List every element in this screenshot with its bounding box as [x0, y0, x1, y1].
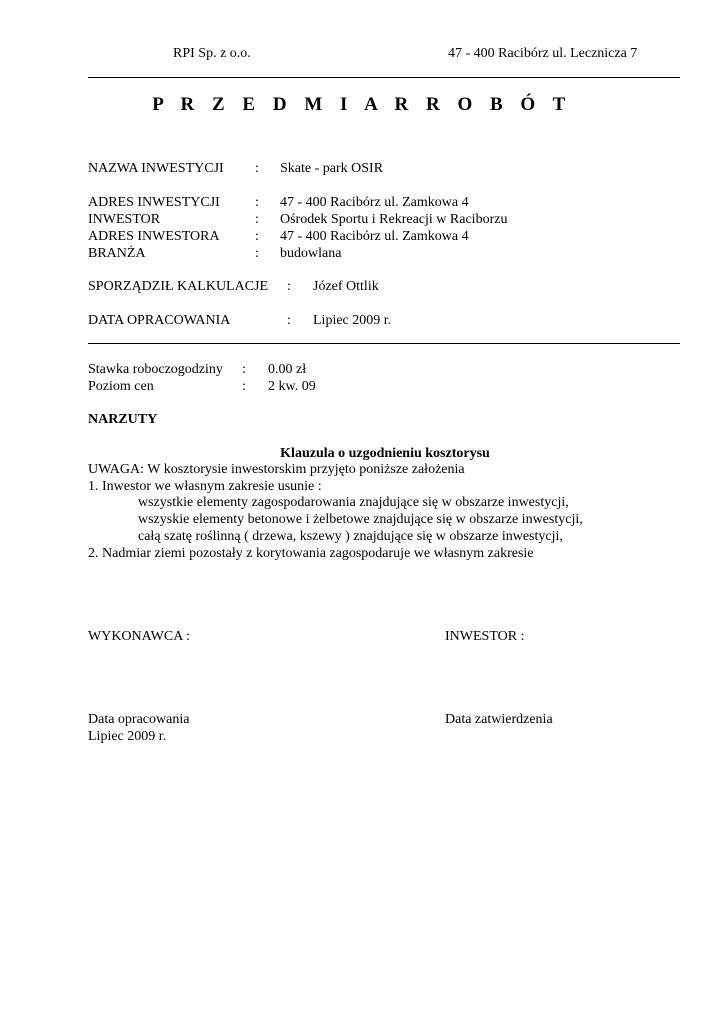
field-value-investment-address: 47 - 400 Racibórz ul. Zamkowa 4	[280, 195, 469, 210]
page-title: P R Z E D M I A R R O B Ó T	[152, 94, 572, 115]
field-label-preparation-date: DATA OPRACOWANIA	[88, 313, 231, 328]
field-label-investor-address: ADRES INWESTORA	[88, 229, 220, 244]
clause-heading: Klauzula o uzgodnieniu kosztorysu	[280, 446, 490, 461]
contractor-signature-label: WYKONAWCA :	[88, 629, 190, 644]
field-separator: :	[255, 229, 259, 244]
clause-line: 2. Nadmiar ziemi pozostały z korytowania zagospodaruje we własnym zakresie	[88, 546, 534, 561]
rate-separator: :	[242, 379, 246, 394]
header-company: RPI Sp. z o.o.	[173, 46, 251, 61]
clause-line: całą szatę roślinną ( drzewa, kszewy ) znajdujące się w obszarze inwestycji,	[138, 529, 563, 544]
field-value-investment-name: Skate - park OSIR	[280, 161, 384, 176]
field-value-branch: budowlana	[280, 246, 342, 261]
investor-signature-label: INWESTOR :	[445, 629, 525, 644]
field-value-investor-address: 47 - 400 Racibórz ul. Zamkowa 4	[280, 229, 469, 244]
field-label-branch: BRANŻA	[88, 246, 146, 261]
field-separator: :	[255, 212, 259, 227]
rate-separator: :	[242, 362, 246, 377]
field-value-preparation-date: Lipiec 2009 r.	[313, 313, 392, 328]
field-label-investor: INWESTOR	[88, 212, 161, 227]
narzuty-heading: NARZUTY	[88, 412, 158, 427]
field-value-prepared-by: Józef Ottlik	[313, 279, 379, 294]
header-divider	[88, 77, 680, 78]
rate-value-price-level: 2 kw. 09	[268, 379, 316, 394]
field-separator: :	[255, 246, 259, 261]
clause-line: wszystkie elementy zagospodarowania znajdujące się w obszarze inwestycji,	[138, 495, 569, 510]
field-label-investment-name: NAZWA INWESTYCJI	[88, 161, 224, 176]
rate-value-hourly: 0.00 zł	[268, 362, 307, 377]
header-address: 47 - 400 Racibórz ul. Lecznicza 7	[448, 46, 638, 61]
approved-date-label: Data zatwierdzenia	[445, 712, 553, 727]
field-separator: :	[287, 313, 291, 328]
field-separator: :	[255, 161, 259, 176]
clause-line: 1. Inwestor we własnym zakresie usunie :	[88, 479, 322, 494]
clause-line: wszyskie elementy betonowe i żelbetowe znajdujące się w obszarze inwestycji,	[138, 512, 583, 527]
rate-label-hourly: Stawka roboczogodziny	[88, 362, 223, 377]
field-separator: :	[287, 279, 291, 294]
section-divider	[88, 343, 680, 344]
clause-line: UWAGA: W kosztorysie inwestorskim przyjęto poniższe założenia	[88, 462, 465, 477]
field-label-investment-address: ADRES INWESTYCJI	[88, 195, 220, 210]
prepared-date-label: Data opracowania	[88, 712, 190, 727]
rate-label-price-level: Poziom cen	[88, 379, 154, 394]
field-separator: :	[255, 195, 259, 210]
field-label-prepared-by: SPORZĄDZIŁ KALKULACJE	[88, 279, 269, 294]
prepared-date-value: Lipiec 2009 r.	[88, 729, 167, 744]
field-value-investor: Ośrodek Sportu i Rekreacji w Raciborzu	[280, 212, 508, 227]
